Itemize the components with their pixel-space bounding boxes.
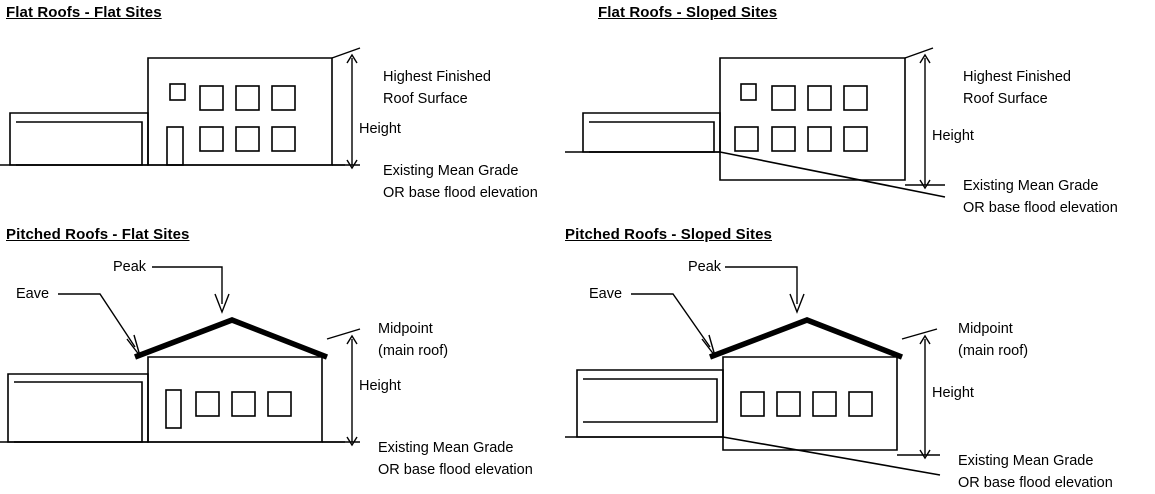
label-eave: Eave <box>16 286 50 302</box>
label-highest-finished-roof-surface <box>963 66 1071 110</box>
existing-grade-line1: Existing Mean Grade <box>378 440 514 456</box>
label-peak: Peak <box>688 259 722 275</box>
panel-title-flat-sloped: Flat Roofs - Sloped Sites <box>598 4 778 21</box>
label-eave: Eave <box>589 286 623 302</box>
label-height: Height <box>359 121 401 137</box>
existing-grade-line1: Existing Mean Grade <box>958 453 1094 469</box>
label-existing-mean-grade <box>378 437 533 481</box>
label-height: Height <box>932 128 974 144</box>
panel-flat-sloped <box>565 0 1155 225</box>
label-height: Height <box>932 385 974 401</box>
panel-title-flat-flat: Flat Roofs - Flat Sites <box>6 4 162 21</box>
panel-title-pitched-flat: Pitched Roofs - Flat Sites <box>6 226 190 243</box>
label-existing-mean-grade <box>963 175 1118 219</box>
highest-finished-line1: Highest Finished <box>963 69 1071 85</box>
label-peak: Peak <box>113 259 147 275</box>
label-height: Height <box>359 378 401 394</box>
label-highest-finished-roof-surface <box>383 66 491 110</box>
panel-title-pitched-sloped: Pitched Roofs - Sloped Sites <box>565 226 772 243</box>
highest-finished-line1: Highest Finished <box>383 69 491 85</box>
existing-grade-line2: OR base flood elevation <box>963 200 1118 216</box>
midpoint-line2: (main roof) <box>958 343 1029 359</box>
panel-flat-flat <box>0 0 580 215</box>
existing-grade-line2: OR base flood elevation <box>383 185 538 201</box>
label-midpoint-main-roof <box>378 318 448 362</box>
midpoint-line1: Midpoint <box>378 321 433 337</box>
existing-grade-line2: OR base flood elevation <box>958 475 1113 491</box>
label-existing-mean-grade <box>383 160 538 204</box>
highest-finished-line2: Roof Surface <box>963 91 1048 107</box>
label-existing-mean-grade <box>958 450 1113 494</box>
panel-pitched-sloped <box>565 222 1155 491</box>
pitched-sloped-drawing <box>565 222 1155 482</box>
existing-grade-line2: OR base flood elevation <box>378 462 533 478</box>
midpoint-line2: (main roof) <box>378 343 449 359</box>
panel-pitched-flat <box>0 222 580 482</box>
label-midpoint-main-roof <box>958 318 1028 362</box>
highest-finished-line2: Roof Surface <box>383 91 468 107</box>
midpoint-line1: Midpoint <box>958 321 1013 337</box>
existing-grade-line1: Existing Mean Grade <box>963 178 1099 194</box>
existing-grade-line1: Existing Mean Grade <box>383 163 519 179</box>
